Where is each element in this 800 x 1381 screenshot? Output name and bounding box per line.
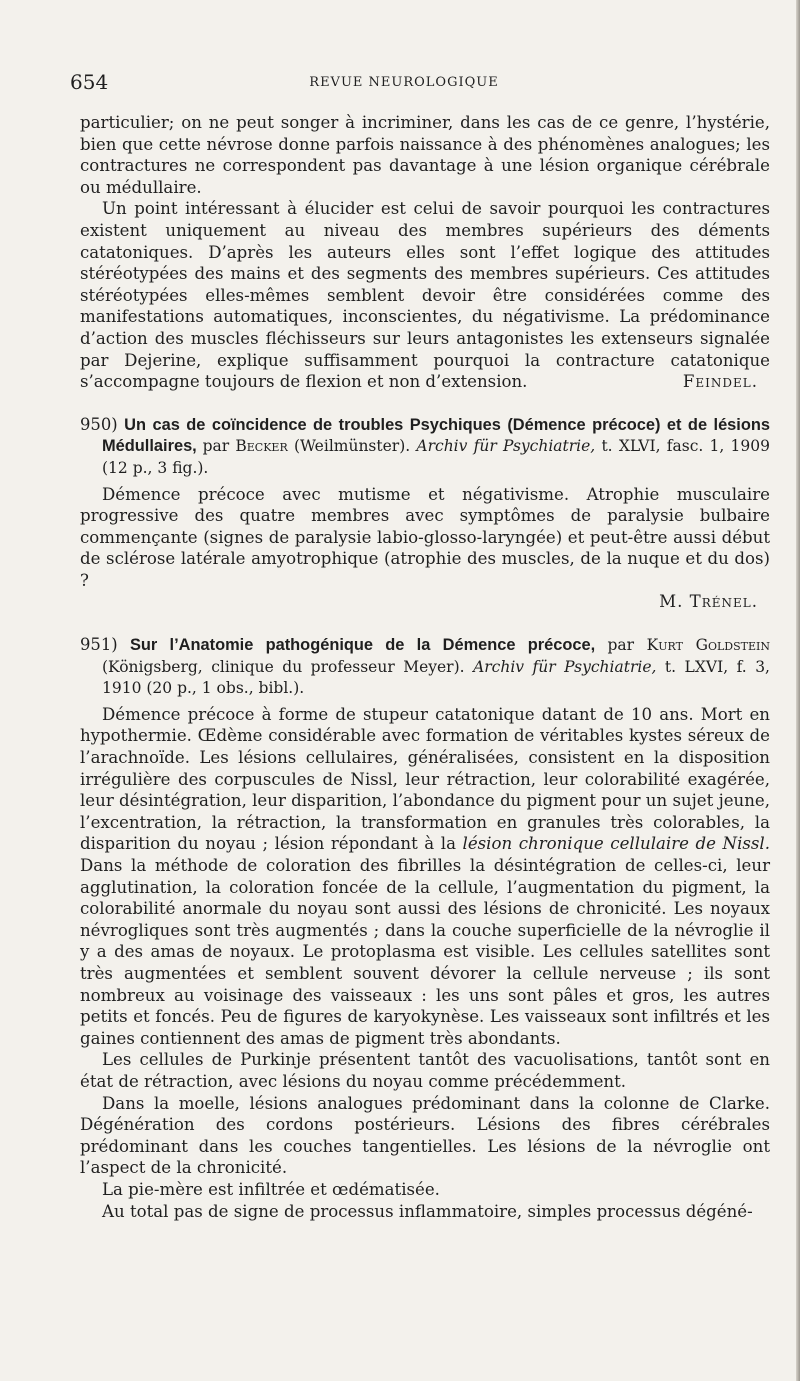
entry-951-paragraph-1: Démence précoce à forme de stupeur catatonique datant de 10 ans. Mort en hypothermie. Œdème considérable avec formation de véritables kystes séreux de l’arachnoïde. Les lésions cellulaires, généralisées, consistent en la disposition irrégulière des corpuscules de Nissl, leur rétraction, leur colorabilité exagérée, leur désintégration, leur disparition, l’abondance du pigment pour un sujet jeune, l’excentration, la rétraction, la transformation en granules très colorables, la disparition du noyau ; lésion répondant à la lésion chronique cellulaire de Nissl. Dans la méthode de coloration des fibrilles la désintégration de celles-ci, leur agglutination, la coloration foncée de la cellule, l’augmentation du pigment, la colorabilité anormale du noyau sont aussi des lésions de chronicité. Les noyaux névrogliques sont très augmentés ; dans la couche superficielle de la névroglie il y a des amas de noyaux. Le protoplasma est visible. Les cellules satellites sont très augmentées et semblent souvent dévorer la cellule nerveuse ; ils sont nombreux au voisinage des vaisseaux : les uns sont pâles et gros, les autres petits et foncés. Peu de figures de karyokynèse. Les vaisseaux sont infiltrés et les gaines contiennent des amas de pigment très abondants. (80, 704, 770, 1048)
entry-951-paragraph-5: Au total pas de signe de processus inflammatoire, simples processus dégéné- (102, 1201, 753, 1221)
italic-term: lésion chronique cellulaire de Nissl. (462, 834, 770, 854)
entry-950-body: Démence précoce avec mutisme et négativisme. Atrophie musculaire progressive des quatre membres avec symptômes de paralysie bulbaire commençante (signes de paralysie labio-glosso-laryngée) et peut-être aussi début de sclérose latérale amyotrophique (atrophie des muscles, de la nuque et du dos) ? (80, 484, 770, 590)
entry-reference: par Becker (Weilmünster). Archiv für Psychiatrie, t. XLVI, fasc. 1, 1909 (12 p., 3 fig.). (102, 437, 770, 477)
entry-951-paragraph-4: La pie-mère est infiltrée et œdématisée. (102, 1179, 440, 1199)
entry-951-heading (80, 634, 770, 700)
page-header (70, 70, 738, 98)
signature-trenel: M. Trénel. (659, 592, 758, 612)
page-number: 654 (70, 70, 109, 94)
entry-951-paragraph-3: Dans la moelle, lésions analogues prédominant dans la colonne de Clarke. Dégénération des cordons postérieurs. Lésions des fibres cérébrales prédominant dans les couches tangentielles. Les lésions de la névroglie ont l’aspect de la chronicité. (80, 1093, 770, 1178)
entry-journal: Archiv für Psychiatrie, (473, 657, 657, 676)
entry-reference: par Kurt Goldstein (Königsberg, clinique du professeur Meyer). Archiv für Psychiatrie, t. LXVI, f. 3, 1910 (20 p., 1 obs., bibl.). (102, 636, 770, 698)
intro-paragraph-2: Un point intéressant à élucider est celui de savoir pourquoi les contractures existent uniquement au niveau des membres supérieurs des déments catatoniques. D’après les auteurs elles sont l’effet logique des attitudes stéréotypées des mains et des segments des membres supérieurs. Ces attitudes stéréotypées elles-mêmes semblent devoir être considérées comme des manifestations automatiques, inconscientes, du négativisme. La prédominance d’action des muscles fléchisseurs sur leurs antagonistes les extenseurs signalée par Dejerine, explique suffisamment pourquoi la contracture catatonique s’accompagne toujours de flexion et non d’extension. Feindel. (80, 199, 770, 392)
entry-950-heading (80, 414, 770, 480)
intro-paragraph-1: particulier; on ne peut songer à incriminer, dans les cas de ce genre, l’hystérie, bien que cette névrose donne parfois naissance à des phénomènes analogues; les contractures ne correspondent pas davantage à une lésion organique cérébrale ou médullaire. (80, 113, 770, 197)
entry-951-paragraph-2: Les cellules de Purkinje présentent tantôt des vacuolisations, tantôt sont en état de rétraction, avec lésions du noyau comme précédemment. (80, 1050, 770, 1091)
entry-title: Un cas de coïncidence de troubles Psychiques (Démence précoce) et de lésions Médullaires, (102, 415, 770, 456)
entry-author: Kurt Goldstein (646, 636, 770, 655)
running-title: REVUE NEUROLOGIQUE (309, 75, 499, 90)
page-edge (796, 0, 800, 1381)
entry-number: 951) (80, 635, 118, 655)
entry-author: Becker (235, 437, 288, 456)
entry-title: Sur l’Anatomie pathogénique de la Démence précoce, (129, 636, 596, 655)
page-content (80, 112, 770, 1222)
signature-feindel: Feindel. (682, 372, 758, 392)
entry-number: 950) (80, 414, 118, 434)
entry-journal: Archiv für Psychiatrie, (416, 437, 596, 456)
